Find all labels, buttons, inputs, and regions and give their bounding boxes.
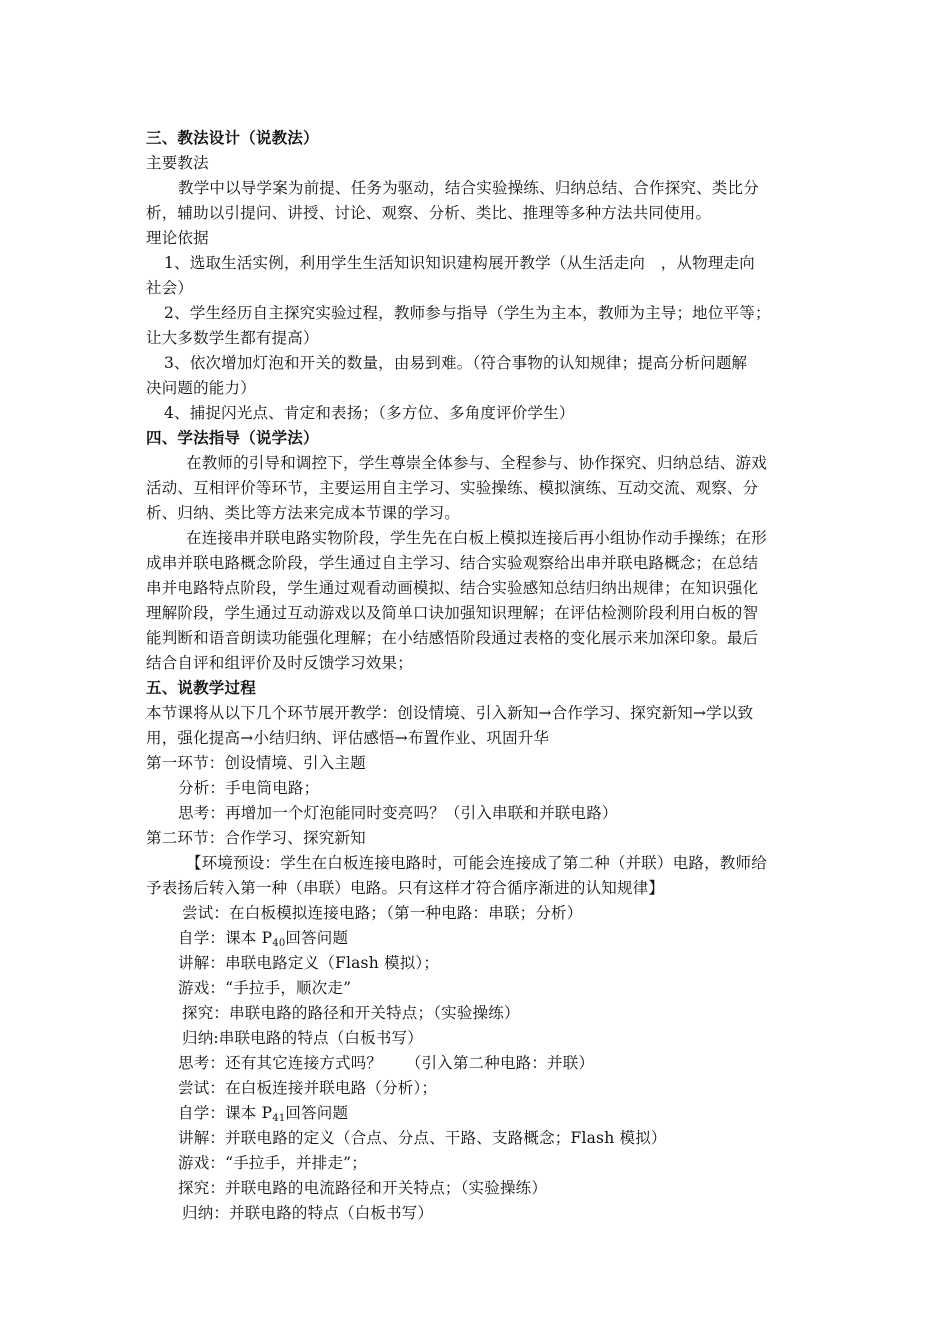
paragraph-line: 能判断和语音朗读功能强化理解；在小结感悟阶段通过表格的变化展示来加深印象。最后 bbox=[146, 629, 759, 647]
paragraph-line: 在教师的引导和调控下，学生尊崇全体参与、全程参与、协作探究、归纳总结、游戏 bbox=[186, 454, 767, 472]
step-line: 自学：课本 $P_{41}$回答问题 bbox=[178, 1104, 349, 1124]
paragraph-line: 用，强化提高→小结归纳、评估感悟→布置作业、巩固升华 bbox=[146, 729, 550, 747]
step-line: 讲解：串联电路定义（Flash 模拟）； bbox=[178, 954, 440, 972]
section-3-heading: 三、教法设计（说教法） bbox=[146, 129, 319, 147]
note-line: 【环境预设：学生在白板连接电路时，可能会连接成了第二种（并联）电路，教师给 bbox=[186, 854, 767, 872]
list-item-continued: 让大多数学生都有提高） bbox=[146, 329, 319, 347]
list-item: 2、学生经历自主探究实验过程，教师参与指导（学生为主本，教师为主导；地位平等； bbox=[164, 304, 771, 322]
list-item: 4、捕捉闪光点、肯定和表扬；（多方位、多角度评价学生） bbox=[164, 404, 575, 422]
step-line: 归纳:串联电路的特点（白板书写） bbox=[182, 1029, 423, 1047]
step-line: 思考：还有其它连接方式吗？ （引入第二种电路：并联） bbox=[178, 1054, 595, 1072]
step-line: 分析：手电筒电路； bbox=[178, 779, 320, 797]
paragraph-line: 析，辅助以引提问、讲授、讨论、观察、分析、类比、推理等多种方法共同使用。 bbox=[146, 204, 712, 222]
step-heading: 第二环节：合作学习、探究新知 bbox=[146, 829, 366, 847]
step-line: 归纳：并联电路的特点（白板书写） bbox=[182, 1204, 434, 1222]
list-item-continued: 决问题的能力） bbox=[146, 379, 256, 397]
step-heading: 第一环节：创设情境、引入主题 bbox=[146, 754, 366, 772]
list-item: 3、依次增加灯泡和开关的数量，由易到难。（符合事物的认知规律；提高分析问题解 bbox=[164, 354, 748, 372]
paragraph-line: 理解阶段，学生通过互动游戏以及简单口诀加强知识理解；在评估检测阶段利用白板的智 bbox=[146, 604, 759, 622]
step-line: 讲解：并联电路的定义（合点、分点、干路、支路概念；Flash 模拟） bbox=[178, 1129, 667, 1147]
paragraph-line: 教学中以导学案为前提、任务为驱动，结合实验操练、归纳总结、合作探究、类比分 bbox=[178, 179, 759, 197]
step-line: 自学：课本 $P_{40}$回答问题 bbox=[178, 929, 349, 949]
step-line: 游戏：“手拉手，顺次走” bbox=[178, 979, 352, 997]
step-line: 探究：串联电路的路径和开关特点；（实验操练） bbox=[182, 1004, 520, 1022]
paragraph-line: 析、归纳、类比等方法来完成本节课的学习。 bbox=[146, 504, 461, 522]
step-line: 探究：并联电路的电流路径和开关特点；（实验操练） bbox=[178, 1179, 548, 1197]
paragraph-line: 在连接串并联电路实物阶段，学生先在白板上模拟连接后再小组协作动手操练；在形 bbox=[186, 529, 767, 547]
paragraph-line: 结合自评和组评价及时反馈学习效果； bbox=[146, 654, 413, 672]
section-4-heading: 四、学法指导（说学法） bbox=[146, 429, 319, 447]
list-item-continued: 社会） bbox=[146, 279, 194, 297]
list-item: 1、选取生活实例，利用学生生活知识知识建构展开教学（从生活走向 ，从物理走向 bbox=[164, 254, 755, 272]
paragraph-line: 串并电路特点阶段，学生通过观看动画模拟、结合实验感知总结归纳出规律；在知识强化 bbox=[146, 579, 759, 597]
subheading-theory-basis: 理论依据 bbox=[146, 229, 209, 247]
step-line: 思考：再增加一个灯泡能同时变亮吗？（引入串联和并联电路） bbox=[178, 804, 618, 822]
step-line: 尝试：在白板连接并联电路（分析）； bbox=[178, 1079, 438, 1097]
subheading-main-methods: 主要教法 bbox=[146, 154, 209, 172]
step-line: 尝试：在白板模拟连接电路；（第一种电路：串联；分析） bbox=[182, 904, 583, 922]
paragraph-line: 本节课将从以下几个环节展开教学：创设情境、引入新知→合作学习、探究新知→学以致 bbox=[146, 704, 754, 722]
step-line: 游戏：“手拉手，并排走”； bbox=[178, 1154, 367, 1172]
note-line: 予表扬后转入第一种（串联）电路。只有这样才符合循序渐进的认知规律】 bbox=[146, 879, 665, 897]
paragraph-line: 成串并联电路概念阶段，学生通过自主学习、结合实验观察给出串并联电路概念；在总结 bbox=[146, 554, 759, 572]
paragraph-line: 活动、互相评价等环节，主要运用自主学习、实验操练、模拟演练、互动交流、观察、分 bbox=[146, 479, 759, 497]
section-5-heading: 五、说教学过程 bbox=[146, 679, 256, 697]
